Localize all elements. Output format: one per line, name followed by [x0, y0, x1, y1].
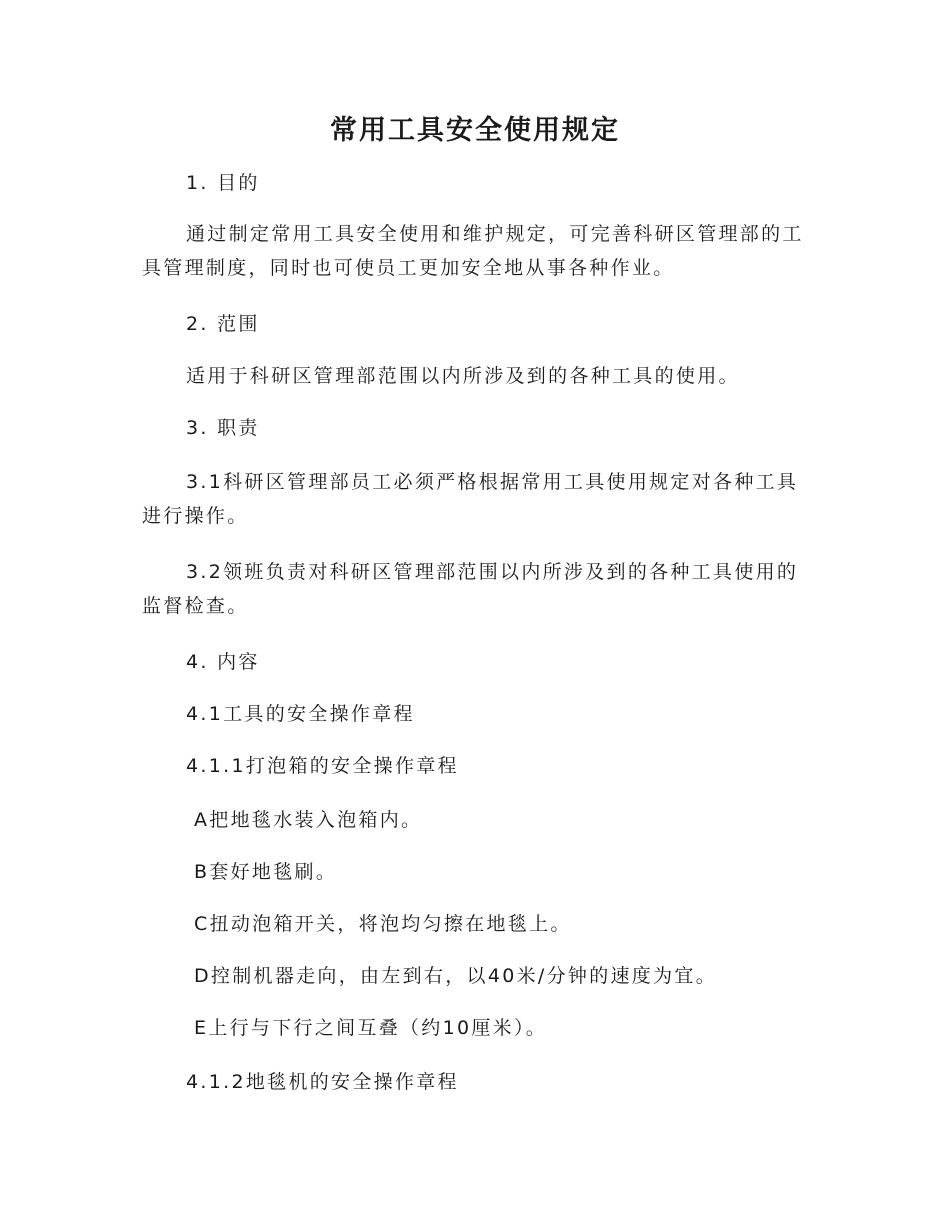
- section-heading: 1. 目的: [186, 172, 260, 194]
- paragraph: 3.1科研区管理部员工必须严格根据常用工具使用规定对各种工具进行操作。: [142, 471, 799, 527]
- list-item: C扭动泡箱开关，将泡均匀擦在地毯上。: [194, 913, 572, 935]
- list-item: E上行与下行之间互叠（约10厘米）。: [194, 1017, 548, 1039]
- paragraph: 3.2领班负责对科研区管理部范围以内所涉及到的各种工具使用的监督检查。: [142, 561, 799, 617]
- section-heading: 4. 内容: [186, 651, 260, 673]
- subsection-heading: 4.1工具的安全操作章程: [186, 703, 415, 725]
- list-item: D控制机器走向，由左到右，以40米/分钟的速度为宜。: [194, 965, 718, 987]
- paragraph: 通过制定常用工具安全使用和维护规定，可完善科研区管理部的工具管理制度，同时也可使员工更加安全地从事各种作业。: [142, 223, 804, 279]
- section-heading: 3. 职责: [186, 417, 260, 439]
- paragraph: 适用于科研区管理部范围以内所涉及到的各种工具的使用。: [186, 365, 740, 387]
- list-item: B套好地毯刷。: [194, 861, 338, 883]
- section-heading: 2. 范围: [186, 313, 260, 335]
- subsection-heading: 4.1.2地毯机的安全操作章程: [186, 1071, 459, 1093]
- list-item: A把地毯水装入泡箱内。: [194, 809, 423, 831]
- subsection-heading: 4.1.1打泡箱的安全操作章程: [186, 755, 459, 777]
- document-title: 常用工具安全使用规定: [330, 115, 620, 146]
